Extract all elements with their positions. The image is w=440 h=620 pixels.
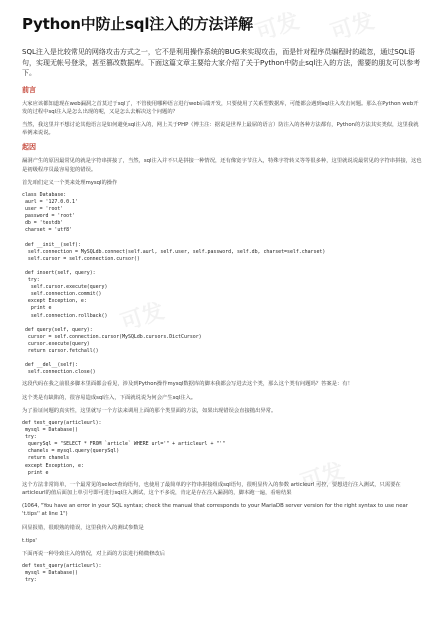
paragraph: 为了验证问题的真实性，这里就写一个方法来调用上面的那个类里面的方法，如果出现错误会直接抛出异常。 xyxy=(22,407,277,414)
paragraph: 回显报错，很眼熟的错误，这里我传入的测试参数是 xyxy=(22,524,144,531)
watermark: 可发 xyxy=(252,8,303,47)
code-block-database-class: class Database: aurl = '127.0.0.1' user = 'root' password = 'root' db = 'testdb' charset = 'utf8' def __init__(self): self.connection = MySQLdb.connect(self.aurl, self.user, self.password, self.db, charset=self.charset) self.cursor = self.connection.cursor() def insert(self, query): try: self.cursor.execute(query) self.connection.commit() except Exception, e: print e self.connection.rollback() def query(self, query): cursor = self.connection.cursor(MySQLdb.cursors.DictCursor) cursor.execute(query) return cursor.fetchall() def __del__(self): self.connection.close() xyxy=(22,191,326,376)
paragraph: 当然，我这里并不想讨论其他语言是如何避免sql注入的，网上关于PHP（博主注：据说是世界上最屌的语言）防注入的各种方法都有，Python的方法其实类似，这里我就举例来说说。 xyxy=(22,121,419,137)
watermark: 可发 xyxy=(117,298,168,337)
article xyxy=(22,14,422,588)
watermark: 可发 xyxy=(327,8,378,47)
article-title: Python中防止sql注入的方法详解 xyxy=(22,15,253,33)
paragraph: 大家应该都知道现在web漏洞之首莫过于sql了，不管使用哪种语言进行web后端开发，只要使用了关系型数据库，可能都会遇到sql注入攻击问题。那么在Python web开发的过程中sql注入是怎么出现的呢，又是怎么去解决这个问题的？ xyxy=(22,100,419,115)
paragraph: 下面再说一种导致注入的情况，对上面的方法进行稍微修改后 xyxy=(22,550,166,557)
paragraph: 这个类是有缺陷的，很容易造成sql注入，下面就说说为何会产生sql注入。 xyxy=(22,394,197,401)
paragraph: 首先咱们定义一个类来处理mysql的操作 xyxy=(22,179,118,186)
code-block-test-query-modified: def test_query(articleurl): mysql = Database() try: xyxy=(22,563,102,584)
paragraph: 这个方法非常简单，一个最常见的select查询语句，也使用了最简单的字符串拼接组成sql语句，很明显传入的参数 articleurl 可控，要想进行注入测试，只需要在articleurl的值后面加上单引号即可进行sql注入测试，这个不多说，肯定是存在注入漏洞的，脚本跑一遍，看啥结果 xyxy=(22,481,401,496)
section-heading-preface: 前言 xyxy=(22,85,36,94)
paragraph: 这段代码在我之前很多脚本里面都会看见，涉及到Python操作mysql数据库的脚本我都会写进去这个类，那么这个类有问题吗？答案是：有！ xyxy=(22,381,353,388)
watermark: 可发 xyxy=(297,458,348,497)
test-parameter: t.tips' xyxy=(22,537,37,544)
paragraph: 漏洞产生的原因最常见的就是字符串拼接了，当然，sql注入并不只是拼接一种情况，还有像宽字节注入，特殊字符转义等等很多种，这里就说说最常见的字符串拼接，这也是初级程序员最容易犯的错误。 xyxy=(22,158,422,173)
error-output: (1064, "You have an error in your SQL syntax; check the manual that corresponds to your MariaDB server version for the right syntax to use near 't.tips'' at line 1") xyxy=(22,503,408,518)
section-heading-cause: 起因 xyxy=(22,143,36,152)
intro-paragraph: SQL注入是比较常见的网络攻击方式之一，它不是利用操作系统的BUG来实现攻击，而是针对程序员编程时的疏忽，通过SQL语句，实现无帐号登录，甚至篡改数据库。下面这篇文章主要给大家介绍了关于Python中防止sql注入的方法，需要的朋友可以参考下。 xyxy=(22,48,421,77)
code-block-test-query: def test_query(articleurl): mysql = Database() try: querySql = "SELECT * FROM `article` WHERE url='" + articleurl + "'" chanels = mysql.query(querySql) return chanels except Exception, e: print e xyxy=(22,419,226,476)
